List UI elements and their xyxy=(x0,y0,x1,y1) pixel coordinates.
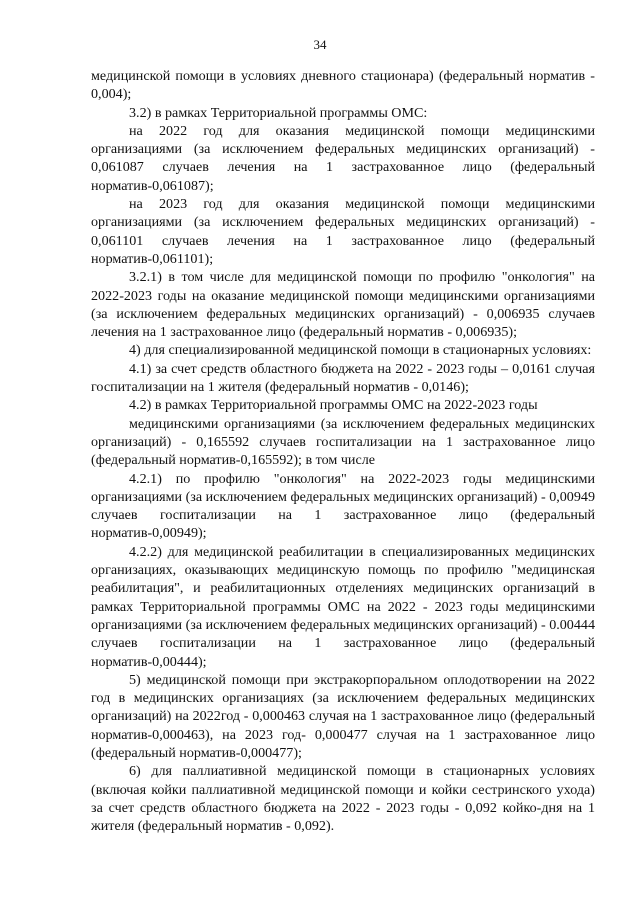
paragraph-3-2: 3.2) в рамках Территориальной программы ОМС: xyxy=(129,104,428,121)
document-body xyxy=(91,67,595,835)
paragraph-4-specialized-care: 4) для специализированной медицинской помощи в стационарных условиях: xyxy=(129,342,592,359)
paragraph-4-2-oms: 4.2) в рамках Территориальной программы ОМС на 2022-2023 годы xyxy=(129,397,538,414)
paragraph-2022-day-stationary: на 2022 год для оказания медицинской помощи медицинскими организациями (за исключением федеральных медицинских организаций) - 0,061087 случаев лечения на 1 застрахованное лицо (федеральный норматив-0,061087); xyxy=(91,122,595,194)
paragraph-2023-day-stationary: на 2023 год для оказания медицинской помощи медицинскими организациями (за исключением федеральных медицинских организаций) - 0,061101 случаев лечения на 1 застрахованное лицо (федеральный норматив-0,061101); xyxy=(91,196,595,267)
paragraph-6-palliative: 6) для паллиативной медицинской помощи в стационарных условиях (включая койки паллиативной медицинской помощи и койки сестринского ухода) за счет средств областного бюджета на 2022 - 2023 годы - 0,092 койко-дня на 1 жителя (федеральный норматив - 0,092). xyxy=(91,763,595,835)
paragraph-continuation: медицинской помощи в условиях дневного стационара) (федеральный норматив - 0,004); xyxy=(91,68,595,103)
page-number: 34 xyxy=(313,37,327,52)
paragraph-4-1-regional-budget: 4.1) за счет средств областного бюджета на 2022 - 2023 годы – 0,0161 случая госпитализации на 1 жителя (федеральный норматив - 0,0146); xyxy=(91,360,595,396)
paragraph-4-2-organizations: медицинскими организациями (за исключением федеральных медицинских организаций) - 0,165592 случаев госпитализации на 1 застрахованное лицо (федеральный норматив-0,165592); в том числе xyxy=(91,415,595,469)
paragraph-5-eco: 5) медицинской помощи при экстракорпоральном оплодотворении на 2022 год в медицинских организациях (за исключением федеральных медицинских организаций) на 2022год - 0,000463 случая на 1 застрахованное лицо (федеральный норматив-0,000463), на 2023 год- 0,000477 случая на 1 застрахованное лицо (федеральный норматив-0,000477); xyxy=(91,671,595,761)
paragraph-3-2-1-oncology: 3.2.1) в том числе для медицинской помощи по профилю "онкология" на 2022-2023 годы на оказание медицинской помощи медицинскими организациями (за исключением федеральных медицинских организаций) - 0,006935 случаев лечения на 1 застрахованное лицо (федеральный норматив - 0,006935); xyxy=(91,269,595,341)
paragraph-4-2-1-oncology: 4.2.1) по профилю "онкология" на 2022-2023 годы медицинскими организациями (за исключением федеральных медицинских организаций) - 0,00949 случаев госпитализации на 1 застрахованное лицо (федеральный норматив-0,00949); xyxy=(91,470,595,542)
paragraph-4-2-2-rehabilitation: 4.2.2) для медицинской реабилитации в специализированных медицинских организациях, оказывающих медицинскую помощь по профилю "медицинская реабилитация", и реабилитационных отделениях медицинских организаций в рамках Территориальной программы ОМС на 2022 - 2023 годы медицинскими организациями (за исключением федеральных медицинских организаций) - 0.00444 случаев госпитализации на 1 застрахованное лицо (федеральный норматив-0,00444); xyxy=(91,543,595,670)
